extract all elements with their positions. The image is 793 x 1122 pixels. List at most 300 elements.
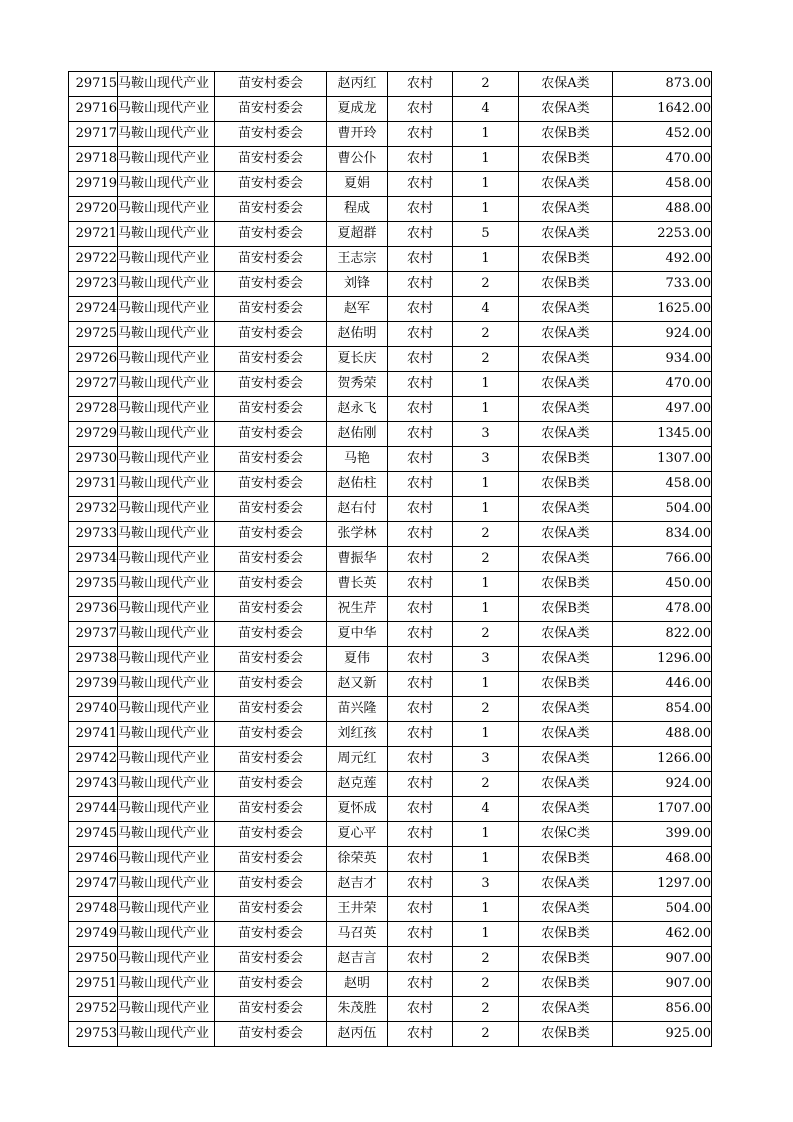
cell-village-committee: 苗安村委会 — [215, 972, 327, 997]
cell-person-name: 赵丙红 — [327, 72, 388, 97]
cell-person-name: 夏长庆 — [327, 347, 388, 372]
cell-amount: 822.00 — [613, 622, 712, 647]
cell-person-name: 夏成龙 — [327, 97, 388, 122]
cell-amount: 1707.00 — [613, 797, 712, 822]
cell-insurance-category: 农保A类 — [519, 697, 613, 722]
cell-amount: 733.00 — [613, 272, 712, 297]
cell-household-type: 农村 — [388, 722, 453, 747]
cell-amount: 470.00 — [613, 372, 712, 397]
table-row — [69, 372, 712, 397]
cell-town: 马鞍山现代产业 — [118, 672, 215, 697]
cell-person-count: 2 — [453, 997, 519, 1022]
cell-insurance-category: 农保A类 — [519, 797, 613, 822]
table-row — [69, 647, 712, 672]
cell-village-committee: 苗安村委会 — [215, 572, 327, 597]
cell-serial-number: 29726 — [69, 347, 118, 372]
cell-person-name: 赵右付 — [327, 497, 388, 522]
table-row — [69, 672, 712, 697]
cell-insurance-category: 农保B类 — [519, 597, 613, 622]
cell-amount: 458.00 — [613, 472, 712, 497]
cell-person-name: 赵明 — [327, 972, 388, 997]
cell-village-committee: 苗安村委会 — [215, 1022, 327, 1047]
cell-serial-number: 29724 — [69, 297, 118, 322]
cell-person-count: 1 — [453, 397, 519, 422]
cell-insurance-category: 农保A类 — [519, 622, 613, 647]
cell-town: 马鞍山现代产业 — [118, 172, 215, 197]
cell-person-count: 3 — [453, 872, 519, 897]
cell-person-count: 1 — [453, 197, 519, 222]
cell-serial-number: 29730 — [69, 447, 118, 472]
cell-household-type: 农村 — [388, 472, 453, 497]
cell-insurance-category: 农保A类 — [519, 397, 613, 422]
cell-person-count: 2 — [453, 72, 519, 97]
cell-insurance-category: 农保A类 — [519, 422, 613, 447]
cell-household-type: 农村 — [388, 247, 453, 272]
cell-serial-number: 29748 — [69, 897, 118, 922]
cell-amount: 504.00 — [613, 897, 712, 922]
cell-town: 马鞍山现代产业 — [118, 972, 215, 997]
cell-household-type: 农村 — [388, 872, 453, 897]
cell-person-name: 刘红孩 — [327, 722, 388, 747]
cell-town: 马鞍山现代产业 — [118, 1022, 215, 1047]
cell-town: 马鞍山现代产业 — [118, 597, 215, 622]
table-row — [69, 972, 712, 997]
cell-serial-number: 29715 — [69, 72, 118, 97]
cell-household-type: 农村 — [388, 447, 453, 472]
cell-household-type: 农村 — [388, 222, 453, 247]
table-row — [69, 247, 712, 272]
cell-household-type: 农村 — [388, 397, 453, 422]
cell-insurance-category: 农保A类 — [519, 997, 613, 1022]
cell-insurance-category: 农保B类 — [519, 122, 613, 147]
cell-amount: 2253.00 — [613, 222, 712, 247]
table-row — [69, 622, 712, 647]
cell-insurance-category: 农保A类 — [519, 747, 613, 772]
table-row — [69, 447, 712, 472]
table-row — [69, 772, 712, 797]
cell-amount: 468.00 — [613, 847, 712, 872]
cell-town: 马鞍山现代产业 — [118, 497, 215, 522]
cell-town: 马鞍山现代产业 — [118, 722, 215, 747]
cell-town: 马鞍山现代产业 — [118, 522, 215, 547]
cell-household-type: 农村 — [388, 72, 453, 97]
cell-insurance-category: 农保A类 — [519, 97, 613, 122]
cell-serial-number: 29719 — [69, 172, 118, 197]
cell-serial-number: 29742 — [69, 747, 118, 772]
cell-village-committee: 苗安村委会 — [215, 397, 327, 422]
cell-amount: 907.00 — [613, 947, 712, 972]
table-row — [69, 397, 712, 422]
table-row — [69, 872, 712, 897]
cell-village-committee: 苗安村委会 — [215, 847, 327, 872]
cell-serial-number: 29750 — [69, 947, 118, 972]
table-row — [69, 272, 712, 297]
cell-insurance-category: 农保A类 — [519, 347, 613, 372]
cell-serial-number: 29716 — [69, 97, 118, 122]
cell-town: 马鞍山现代产业 — [118, 197, 215, 222]
cell-person-count: 2 — [453, 947, 519, 972]
cell-village-committee: 苗安村委会 — [215, 822, 327, 847]
cell-insurance-category: 农保B类 — [519, 672, 613, 697]
cell-town: 马鞍山现代产业 — [118, 697, 215, 722]
cell-insurance-category: 农保A类 — [519, 297, 613, 322]
cell-town: 马鞍山现代产业 — [118, 997, 215, 1022]
cell-amount: 924.00 — [613, 322, 712, 347]
cell-serial-number: 29744 — [69, 797, 118, 822]
cell-person-count: 4 — [453, 297, 519, 322]
cell-amount: 854.00 — [613, 697, 712, 722]
cell-person-count: 3 — [453, 647, 519, 672]
cell-person-name: 夏伟 — [327, 647, 388, 672]
cell-village-committee: 苗安村委会 — [215, 997, 327, 1022]
cell-person-count: 1 — [453, 847, 519, 872]
cell-amount: 504.00 — [613, 497, 712, 522]
cell-village-committee: 苗安村委会 — [215, 247, 327, 272]
cell-person-count: 2 — [453, 1022, 519, 1047]
cell-village-committee: 苗安村委会 — [215, 172, 327, 197]
cell-person-count: 2 — [453, 547, 519, 572]
cell-insurance-category: 农保A类 — [519, 197, 613, 222]
cell-person-count: 1 — [453, 822, 519, 847]
cell-person-name: 刘锋 — [327, 272, 388, 297]
table-row — [69, 1022, 712, 1047]
cell-town: 马鞍山现代产业 — [118, 797, 215, 822]
cell-person-name: 曹开玲 — [327, 122, 388, 147]
cell-serial-number: 29747 — [69, 872, 118, 897]
table-row — [69, 847, 712, 872]
cell-amount: 1266.00 — [613, 747, 712, 772]
cell-person-count: 5 — [453, 222, 519, 247]
cell-town: 马鞍山现代产业 — [118, 622, 215, 647]
cell-person-count: 2 — [453, 772, 519, 797]
cell-insurance-category: 农保A类 — [519, 872, 613, 897]
table-row — [69, 497, 712, 522]
table-row — [69, 472, 712, 497]
cell-serial-number: 29729 — [69, 422, 118, 447]
cell-village-committee: 苗安村委会 — [215, 747, 327, 772]
cell-person-count: 1 — [453, 372, 519, 397]
cell-household-type: 农村 — [388, 347, 453, 372]
cell-household-type: 农村 — [388, 847, 453, 872]
table-row — [69, 547, 712, 572]
cell-amount: 924.00 — [613, 772, 712, 797]
cell-household-type: 农村 — [388, 897, 453, 922]
cell-person-name: 夏中华 — [327, 622, 388, 647]
cell-person-name: 赵吉言 — [327, 947, 388, 972]
cell-village-committee: 苗安村委会 — [215, 947, 327, 972]
table-row — [69, 722, 712, 747]
cell-insurance-category: 农保A类 — [519, 547, 613, 572]
cell-serial-number: 29717 — [69, 122, 118, 147]
cell-person-name: 曹公仆 — [327, 147, 388, 172]
cell-person-name: 苗兴隆 — [327, 697, 388, 722]
cell-insurance-category: 农保A类 — [519, 72, 613, 97]
cell-insurance-category: 农保A类 — [519, 772, 613, 797]
cell-person-count: 2 — [453, 322, 519, 347]
cell-town: 马鞍山现代产业 — [118, 247, 215, 272]
cell-person-count: 1 — [453, 172, 519, 197]
cell-amount: 450.00 — [613, 572, 712, 597]
cell-village-committee: 苗安村委会 — [215, 347, 327, 372]
cell-town: 马鞍山现代产业 — [118, 647, 215, 672]
cell-serial-number: 29723 — [69, 272, 118, 297]
cell-household-type: 农村 — [388, 572, 453, 597]
cell-household-type: 农村 — [388, 272, 453, 297]
cell-insurance-category: 农保A类 — [519, 222, 613, 247]
cell-serial-number: 29740 — [69, 697, 118, 722]
cell-person-name: 赵军 — [327, 297, 388, 322]
cell-amount: 1297.00 — [613, 872, 712, 897]
table-row — [69, 897, 712, 922]
table-row — [69, 172, 712, 197]
cell-amount: 462.00 — [613, 922, 712, 947]
table-row — [69, 947, 712, 972]
cell-person-count: 2 — [453, 347, 519, 372]
cell-insurance-category: 农保A类 — [519, 322, 613, 347]
cell-household-type: 农村 — [388, 822, 453, 847]
cell-amount: 470.00 — [613, 147, 712, 172]
cell-household-type: 农村 — [388, 522, 453, 547]
cell-town: 马鞍山现代产业 — [118, 122, 215, 147]
cell-person-count: 1 — [453, 922, 519, 947]
cell-insurance-category: 农保A类 — [519, 647, 613, 672]
cell-person-count: 1 — [453, 897, 519, 922]
cell-person-name: 马艳 — [327, 447, 388, 472]
cell-town: 马鞍山现代产业 — [118, 572, 215, 597]
cell-insurance-category: 农保A类 — [519, 372, 613, 397]
cell-person-name: 祝生芹 — [327, 597, 388, 622]
cell-person-name: 徐荣英 — [327, 847, 388, 872]
table-row — [69, 97, 712, 122]
cell-town: 马鞍山现代产业 — [118, 297, 215, 322]
cell-household-type: 农村 — [388, 497, 453, 522]
cell-household-type: 农村 — [388, 947, 453, 972]
cell-town: 马鞍山现代产业 — [118, 272, 215, 297]
cell-household-type: 农村 — [388, 547, 453, 572]
cell-town: 马鞍山现代产业 — [118, 772, 215, 797]
cell-serial-number: 29727 — [69, 372, 118, 397]
cell-amount: 925.00 — [613, 1022, 712, 1047]
cell-amount: 1625.00 — [613, 297, 712, 322]
cell-town: 马鞍山现代产业 — [118, 447, 215, 472]
table-row — [69, 597, 712, 622]
records-table — [68, 71, 712, 1047]
cell-serial-number: 29736 — [69, 597, 118, 622]
cell-household-type: 农村 — [388, 297, 453, 322]
table-row — [69, 697, 712, 722]
cell-person-name: 王井荣 — [327, 897, 388, 922]
cell-serial-number: 29746 — [69, 847, 118, 872]
cell-person-count: 3 — [453, 447, 519, 472]
cell-household-type: 农村 — [388, 672, 453, 697]
cell-insurance-category: 农保B类 — [519, 472, 613, 497]
cell-town: 马鞍山现代产业 — [118, 747, 215, 772]
document-page — [68, 71, 710, 1047]
cell-household-type: 农村 — [388, 697, 453, 722]
cell-town: 马鞍山现代产业 — [118, 72, 215, 97]
cell-household-type: 农村 — [388, 422, 453, 447]
cell-household-type: 农村 — [388, 972, 453, 997]
cell-person-name: 赵丙伍 — [327, 1022, 388, 1047]
cell-serial-number: 29728 — [69, 397, 118, 422]
cell-person-name: 赵又新 — [327, 672, 388, 697]
cell-insurance-category: 农保B类 — [519, 847, 613, 872]
cell-village-committee: 苗安村委会 — [215, 472, 327, 497]
cell-serial-number: 29718 — [69, 147, 118, 172]
cell-household-type: 农村 — [388, 622, 453, 647]
cell-amount: 1345.00 — [613, 422, 712, 447]
cell-person-name: 马召英 — [327, 922, 388, 947]
cell-town: 马鞍山现代产业 — [118, 422, 215, 447]
cell-village-committee: 苗安村委会 — [215, 597, 327, 622]
table-row — [69, 922, 712, 947]
cell-serial-number: 29745 — [69, 822, 118, 847]
cell-person-name: 周元红 — [327, 747, 388, 772]
cell-serial-number: 29720 — [69, 197, 118, 222]
cell-town: 马鞍山现代产业 — [118, 822, 215, 847]
cell-person-count: 2 — [453, 972, 519, 997]
cell-household-type: 农村 — [388, 97, 453, 122]
cell-person-name: 赵佑刚 — [327, 422, 388, 447]
cell-village-committee: 苗安村委会 — [215, 72, 327, 97]
cell-person-count: 1 — [453, 572, 519, 597]
cell-household-type: 农村 — [388, 772, 453, 797]
cell-serial-number: 29737 — [69, 622, 118, 647]
cell-person-name: 张学林 — [327, 522, 388, 547]
table-row — [69, 747, 712, 772]
cell-serial-number: 29743 — [69, 772, 118, 797]
cell-village-committee: 苗安村委会 — [215, 372, 327, 397]
cell-village-committee: 苗安村委会 — [215, 672, 327, 697]
cell-insurance-category: 农保C类 — [519, 822, 613, 847]
cell-amount: 856.00 — [613, 997, 712, 1022]
cell-village-committee: 苗安村委会 — [215, 497, 327, 522]
cell-person-name: 夏娟 — [327, 172, 388, 197]
cell-person-name: 贺秀荣 — [327, 372, 388, 397]
cell-insurance-category: 农保B类 — [519, 147, 613, 172]
cell-insurance-category: 农保B类 — [519, 272, 613, 297]
cell-insurance-category: 农保A类 — [519, 522, 613, 547]
cell-person-name: 曹长英 — [327, 572, 388, 597]
cell-village-committee: 苗安村委会 — [215, 772, 327, 797]
cell-person-name: 赵吉才 — [327, 872, 388, 897]
cell-household-type: 农村 — [388, 747, 453, 772]
cell-serial-number: 29739 — [69, 672, 118, 697]
cell-serial-number: 29735 — [69, 572, 118, 597]
table-row — [69, 572, 712, 597]
cell-person-name: 夏怀成 — [327, 797, 388, 822]
cell-amount: 478.00 — [613, 597, 712, 622]
cell-person-name: 朱茂胜 — [327, 997, 388, 1022]
cell-village-committee: 苗安村委会 — [215, 197, 327, 222]
cell-village-committee: 苗安村委会 — [215, 797, 327, 822]
cell-amount: 492.00 — [613, 247, 712, 272]
cell-serial-number: 29734 — [69, 547, 118, 572]
cell-amount: 907.00 — [613, 972, 712, 997]
cell-household-type: 农村 — [388, 922, 453, 947]
cell-amount: 873.00 — [613, 72, 712, 97]
cell-village-committee: 苗安村委会 — [215, 722, 327, 747]
cell-village-committee: 苗安村委会 — [215, 147, 327, 172]
cell-village-committee: 苗安村委会 — [215, 272, 327, 297]
cell-serial-number: 29753 — [69, 1022, 118, 1047]
cell-household-type: 农村 — [388, 122, 453, 147]
cell-serial-number: 29741 — [69, 722, 118, 747]
cell-person-name: 夏心平 — [327, 822, 388, 847]
cell-serial-number: 29738 — [69, 647, 118, 672]
cell-serial-number: 29751 — [69, 972, 118, 997]
cell-village-committee: 苗安村委会 — [215, 897, 327, 922]
cell-serial-number: 29731 — [69, 472, 118, 497]
cell-person-name: 赵佑明 — [327, 322, 388, 347]
cell-serial-number: 29732 — [69, 497, 118, 522]
cell-insurance-category: 农保A类 — [519, 722, 613, 747]
cell-town: 马鞍山现代产业 — [118, 922, 215, 947]
cell-serial-number: 29722 — [69, 247, 118, 272]
cell-person-name: 王志宗 — [327, 247, 388, 272]
table-row — [69, 122, 712, 147]
cell-person-name: 赵永飞 — [327, 397, 388, 422]
cell-town: 马鞍山现代产业 — [118, 347, 215, 372]
cell-insurance-category: 农保B类 — [519, 1022, 613, 1047]
cell-town: 马鞍山现代产业 — [118, 847, 215, 872]
cell-village-committee: 苗安村委会 — [215, 447, 327, 472]
cell-person-name: 曹振华 — [327, 547, 388, 572]
cell-person-name: 赵佑柱 — [327, 472, 388, 497]
table-row — [69, 347, 712, 372]
cell-town: 马鞍山现代产业 — [118, 472, 215, 497]
table-row — [69, 72, 712, 97]
cell-person-count: 4 — [453, 97, 519, 122]
cell-household-type: 农村 — [388, 372, 453, 397]
cell-town: 马鞍山现代产业 — [118, 322, 215, 347]
cell-village-committee: 苗安村委会 — [215, 322, 327, 347]
cell-person-name: 赵克莲 — [327, 772, 388, 797]
cell-person-name: 夏超群 — [327, 222, 388, 247]
cell-amount: 1642.00 — [613, 97, 712, 122]
cell-person-count: 3 — [453, 747, 519, 772]
cell-person-count: 2 — [453, 622, 519, 647]
cell-amount: 452.00 — [613, 122, 712, 147]
table-row — [69, 222, 712, 247]
cell-town: 马鞍山现代产业 — [118, 547, 215, 572]
cell-village-committee: 苗安村委会 — [215, 122, 327, 147]
table-row — [69, 797, 712, 822]
cell-household-type: 农村 — [388, 197, 453, 222]
cell-town: 马鞍山现代产业 — [118, 947, 215, 972]
cell-town: 马鞍山现代产业 — [118, 872, 215, 897]
cell-person-count: 4 — [453, 797, 519, 822]
cell-village-committee: 苗安村委会 — [215, 97, 327, 122]
cell-household-type: 农村 — [388, 597, 453, 622]
cell-town: 马鞍山现代产业 — [118, 147, 215, 172]
table-row — [69, 197, 712, 222]
cell-household-type: 农村 — [388, 172, 453, 197]
table-row — [69, 322, 712, 347]
cell-insurance-category: 农保A类 — [519, 172, 613, 197]
table-row — [69, 522, 712, 547]
cell-village-committee: 苗安村委会 — [215, 622, 327, 647]
cell-serial-number: 29733 — [69, 522, 118, 547]
cell-insurance-category: 农保A类 — [519, 497, 613, 522]
cell-amount: 934.00 — [613, 347, 712, 372]
table-row — [69, 822, 712, 847]
cell-serial-number: 29749 — [69, 922, 118, 947]
cell-serial-number: 29721 — [69, 222, 118, 247]
cell-household-type: 农村 — [388, 322, 453, 347]
cell-person-count: 1 — [453, 122, 519, 147]
cell-amount: 497.00 — [613, 397, 712, 422]
